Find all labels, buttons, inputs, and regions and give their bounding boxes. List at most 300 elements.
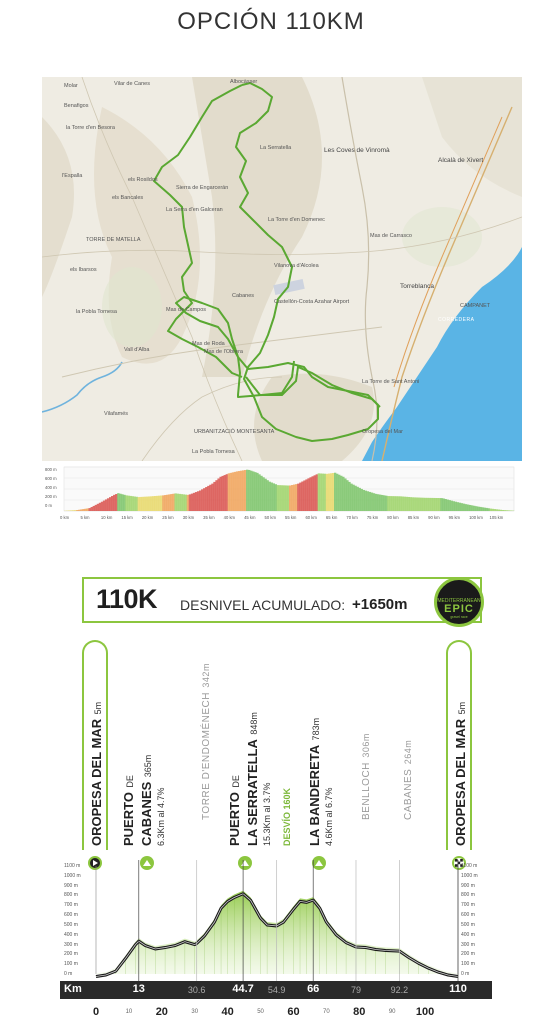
mini-x-tick: 70 km — [346, 515, 358, 520]
mini-profile-bar — [430, 498, 432, 511]
distance-label: 110K — [96, 584, 158, 614]
mini-profile-bar — [502, 510, 504, 511]
x-tick-minor: 70 — [323, 1009, 330, 1015]
mini-profile-bar — [283, 485, 285, 511]
y-tick-label: 600 m — [64, 912, 78, 919]
mini-profile-bar — [461, 503, 463, 511]
mini-profile-bar — [451, 501, 453, 511]
mini-profile-bar — [504, 510, 506, 511]
mini-profile-bar — [134, 496, 136, 511]
mini-profile-bar — [391, 496, 393, 511]
map-place: La Torre d'en Domenec — [268, 217, 325, 223]
mini-profile-bar — [256, 473, 258, 511]
mini-profile-bar — [269, 482, 271, 511]
mini-profile-bar — [172, 494, 174, 511]
x-tick-major: 80 — [353, 1006, 366, 1018]
mini-profile-bar — [162, 495, 164, 511]
mini-profile-bar — [408, 497, 410, 511]
x-tick-major: 100 — [415, 1006, 435, 1018]
mini-profile-bar — [138, 497, 140, 511]
logo-main-text: EPIC — [444, 603, 474, 615]
mini-profile-bar — [262, 477, 264, 511]
mini-profile-bar — [287, 486, 289, 511]
logo-top-text: MEDITERRANEAN — [437, 598, 481, 604]
km-marker-value: 30.6 — [187, 985, 206, 995]
map-place: Mas de l'Obrera — [204, 349, 243, 355]
mini-profile-bar — [334, 473, 336, 511]
mini-profile-bar — [361, 489, 363, 511]
mini-profile-bar — [254, 472, 256, 511]
km-marker-value: 13 — [132, 983, 145, 995]
map-place: Sierra de Engarcerán — [176, 185, 229, 191]
y-tick-label: 700 m — [64, 902, 78, 909]
mini-profile-bar — [230, 473, 232, 511]
mini-profile-bar — [412, 497, 414, 511]
mini-profile-bar — [154, 496, 156, 511]
waypoint-bandereta: LA BANDERETA 783m 4.6Km al 6.7% — [307, 717, 334, 846]
mini-profile-bar — [475, 506, 477, 511]
mini-elevation-profile — [42, 463, 522, 523]
mini-profile-bar — [336, 474, 338, 511]
y-tick-label: 600 m — [461, 912, 475, 919]
waypoint-desvio: DESVÍO 160K — [282, 787, 292, 846]
mini-profile-bar — [275, 484, 277, 511]
mini-profile-bar — [324, 474, 326, 511]
mini-profile-bar — [228, 473, 230, 511]
y-tick-label: 400 m — [461, 931, 475, 938]
mini-profile-bar — [250, 471, 252, 511]
mini-profile-bar — [215, 480, 217, 511]
mini-profile-bar — [260, 476, 262, 511]
mini-x-tick: 50 km — [264, 515, 276, 520]
mini-profile-bar — [91, 507, 93, 511]
mini-y-tick: 600 m — [45, 476, 57, 481]
mini-profile-bar — [191, 494, 193, 511]
mini-profile-bar — [107, 498, 109, 511]
mini-profile-bar — [418, 498, 420, 511]
mini-profile-bar — [426, 498, 428, 511]
mini-profile-bar — [177, 494, 179, 511]
mini-profile-bar — [105, 499, 107, 511]
desnivel-label: DESNIVEL ACUMULADO: — [180, 597, 346, 613]
mini-profile-bar — [179, 494, 181, 511]
map-place: CAMPANET — [460, 303, 491, 309]
x-tick-minor: 50 — [257, 1009, 264, 1015]
mini-profile-bar — [469, 505, 471, 511]
mini-profile-bar — [332, 473, 334, 511]
waypoint-benlloch: BENLLOCH 306m — [361, 733, 372, 820]
mini-y-tick: 400 m — [45, 485, 57, 490]
mini-profile-bar — [326, 474, 328, 511]
mini-profile-bar — [132, 496, 134, 511]
mini-profile-bar — [389, 496, 391, 511]
mini-profile-bar — [371, 493, 373, 511]
mini-x-tick: 20 km — [141, 515, 154, 520]
mini-profile-bar — [84, 509, 86, 511]
y-tick-label: 100 m — [64, 961, 78, 968]
map-place: l'Espalla — [62, 173, 83, 179]
mini-profile-bar — [293, 485, 295, 511]
page-title: OPCIÓN 110KM — [177, 8, 365, 35]
map-place: La Serra d'en Galceran — [166, 207, 223, 213]
mini-profile-bar — [483, 508, 485, 511]
mini-profile-bar — [205, 487, 207, 511]
waypoint-puerto-serratella: PUERTO DE LA SERRATELLA 848m 15.3Km al 3.7% — [227, 712, 272, 846]
mini-x-tick: 60 km — [305, 515, 317, 520]
mini-profile-bar — [463, 504, 465, 511]
y-tick-label: 300 m — [64, 941, 78, 948]
y-tick-label: 500 m — [461, 921, 475, 928]
mini-profile-bar — [385, 496, 387, 511]
mini-profile-bar — [494, 509, 496, 511]
mini-profile-bar — [236, 471, 238, 511]
mini-y-tick: 0 m — [45, 503, 52, 508]
elevation-profile — [60, 860, 492, 982]
mini-profile-bar — [434, 498, 436, 511]
mini-profile-bar — [465, 504, 467, 511]
mini-profile-bar — [357, 487, 359, 511]
mini-profile-bar — [309, 477, 311, 511]
mini-profile-bar — [144, 497, 146, 511]
mini-profile-bar — [457, 502, 459, 511]
event-logo — [434, 577, 484, 627]
map-place: Mas de Roda — [192, 341, 225, 347]
mini-profile-bar — [115, 494, 117, 511]
map-place: La Torre de Sant Antoni — [362, 379, 420, 385]
map-place: Vilar de Canes — [114, 81, 150, 87]
y-tick-label: 200 m — [461, 951, 475, 958]
y-tick-label: 100 m — [461, 961, 475, 968]
map-place: Cabanes — [232, 293, 255, 299]
mini-profile-bar — [303, 480, 305, 511]
mini-profile-bar — [307, 478, 309, 511]
mini-profile-bar — [369, 492, 371, 511]
mini-profile-bar — [213, 482, 215, 511]
mini-profile-bar — [203, 488, 205, 511]
x-tick-minor: 30 — [191, 1009, 199, 1015]
y-tick-label: 900 m — [64, 882, 78, 889]
mini-profile-bar — [89, 508, 91, 511]
mini-profile-bar — [273, 483, 275, 511]
mini-profile-bar — [363, 490, 365, 511]
mini-profile-bar — [416, 497, 418, 511]
mini-profile-bar — [477, 507, 479, 511]
mini-profile-bar — [222, 476, 224, 511]
mini-profile-bar — [381, 495, 383, 511]
mini-profile-bar — [193, 493, 195, 511]
mini-profile-bar — [373, 493, 375, 511]
mini-profile-bar — [187, 495, 189, 511]
mini-profile-bar — [432, 498, 434, 511]
mini-profile-bar — [299, 483, 301, 511]
mini-profile-bar — [410, 497, 412, 511]
waypoint-finish: OROPESA DEL MAR 5m — [453, 701, 468, 846]
mini-profile-bar — [209, 485, 211, 511]
mini-profile-bar — [219, 477, 221, 511]
mini-profile-bar — [375, 494, 377, 511]
mini-profile-bar — [365, 491, 367, 511]
map-place: la Pobla Tornesa — [76, 309, 117, 315]
mini-x-tick: 45 km — [244, 515, 256, 520]
mini-profile-bar — [281, 485, 283, 511]
mini-profile-bar — [414, 497, 416, 511]
y-tick-label: 200 m — [64, 951, 78, 958]
mini-profile-bar — [166, 495, 168, 511]
map-place: els Bancales — [112, 195, 144, 201]
mini-profile-bar — [264, 479, 266, 511]
mini-profile-bar — [87, 508, 89, 511]
mini-profile-bar — [354, 486, 356, 511]
map-place: Vall d'Alba — [124, 347, 150, 353]
mini-profile-bar — [506, 510, 508, 511]
mini-x-tick: 80 km — [387, 515, 399, 520]
mini-profile-bar — [348, 482, 350, 511]
y-tick-label: 0 m — [64, 971, 73, 977]
mini-profile-bar — [379, 495, 381, 511]
mini-profile-bar — [78, 510, 80, 511]
mini-profile-bar — [352, 485, 354, 511]
map-place: els Rosildos — [128, 177, 158, 183]
km-marker-value: 66 — [307, 983, 320, 995]
mini-profile-bar — [170, 494, 172, 511]
mini-x-tick: 25 km — [162, 515, 174, 520]
mini-x-tick: 75 km — [366, 515, 379, 520]
map-place: Albocàsser — [230, 79, 258, 85]
mini-profile-bar — [189, 494, 191, 511]
map-place: Alcalà de Xivert — [438, 157, 484, 164]
mini-profile-bar — [244, 470, 246, 511]
map-place: Vilafamés — [104, 411, 129, 417]
mini-profile-bar — [338, 475, 340, 511]
mini-y-tick: 800 m — [45, 467, 57, 472]
mini-x-tick: 0 km — [60, 515, 70, 520]
mini-profile-bar — [201, 489, 203, 511]
mini-profile-bar — [367, 491, 369, 511]
mini-profile-bar — [183, 494, 185, 511]
waypoint-torre-endomenech: TORRE D'ENDOMÉNECH 342m — [201, 663, 212, 820]
mini-profile-bar — [95, 505, 97, 511]
mini-profile-bar — [455, 502, 457, 511]
mini-profile-bar — [442, 498, 444, 511]
mini-x-tick: 90 km — [428, 515, 440, 520]
mini-profile-bar — [404, 497, 406, 511]
km-marker-value: 110 — [449, 983, 467, 995]
mini-profile-bar — [485, 508, 487, 511]
mini-profile-bar — [489, 509, 491, 511]
mini-profile-bar — [142, 497, 144, 511]
mini-profile-bar — [152, 496, 154, 511]
mini-profile-bar — [109, 497, 111, 511]
x-tick-major: 40 — [221, 1006, 234, 1018]
mini-profile-bar — [277, 485, 279, 511]
mini-x-tick: 35 km — [203, 515, 215, 520]
y-tick-label: 900 m — [461, 882, 475, 889]
mini-profile-bar — [121, 494, 123, 511]
mini-profile-bar — [444, 499, 446, 511]
mini-profile-bar — [377, 494, 379, 511]
mini-profile-bar — [97, 504, 99, 511]
map-place: Vilanova d'Alcolea — [274, 263, 319, 269]
mini-profile-bar — [316, 474, 318, 511]
map-place: Les Coves de Vinromà — [324, 147, 390, 154]
mini-profile-bar — [344, 478, 346, 511]
mini-profile-bar — [129, 496, 131, 511]
mini-profile-bar — [387, 496, 389, 511]
mini-profile-bar — [438, 498, 440, 511]
mini-profile-bar — [226, 474, 228, 511]
mini-profile-bar — [70, 510, 72, 511]
mini-profile-bar — [82, 509, 84, 511]
mini-profile-bar — [232, 472, 234, 511]
mini-profile-bar — [402, 496, 404, 511]
desnivel-value: +1650m — [352, 596, 408, 613]
mini-profile-bar — [234, 472, 236, 511]
mini-profile-bar — [140, 497, 142, 511]
mini-profile-bar — [328, 474, 330, 511]
mini-profile-bar — [487, 508, 489, 511]
mini-profile-bar — [318, 473, 320, 511]
mini-profile-bar — [160, 496, 162, 511]
mini-profile-bar — [340, 476, 342, 511]
mini-profile-bar — [271, 483, 273, 511]
y-tick-label: 300 m — [461, 941, 475, 948]
mini-x-tick: 15 km — [121, 515, 133, 520]
mini-profile-bar — [195, 492, 197, 511]
mini-profile-bar — [453, 501, 455, 511]
mini-profile-bar — [267, 480, 269, 511]
mini-profile-bar — [420, 498, 422, 511]
mini-profile-bar — [279, 485, 281, 511]
mini-profile-bar — [242, 470, 244, 511]
x-tick-minor: 90 — [388, 1009, 396, 1015]
mini-x-tick: 10 km — [100, 515, 113, 520]
mini-profile-bar — [428, 498, 430, 511]
mini-profile-bar — [291, 485, 293, 511]
map-place: Torreblanca — [400, 283, 434, 290]
map-place: els Ibarsos — [70, 267, 97, 273]
mini-profile-bar — [117, 493, 119, 511]
route-map[interactable] — [42, 77, 522, 461]
map-place: La Serratella — [260, 145, 292, 151]
map-place: la Torre d'en Besora — [66, 125, 115, 131]
mini-profile-bar — [305, 479, 307, 511]
mini-profile-bar — [197, 491, 199, 511]
mini-profile-bar — [481, 507, 483, 511]
mini-profile-bar — [473, 506, 475, 511]
km-marker-value: 54.9 — [267, 985, 286, 995]
map-place: CORREDERA — [438, 317, 475, 323]
y-tick-label: 1100 m — [64, 863, 81, 869]
waypoint-start: OROPESA DEL MAR 5m — [89, 701, 104, 846]
map-place: Castellón-Costa Azahar Airport — [274, 299, 350, 305]
mini-profile-bar — [492, 509, 494, 511]
mini-x-tick: 85 km — [407, 515, 420, 520]
y-tick-label: 500 m — [64, 921, 78, 928]
map-place: Mas de Campos — [166, 307, 207, 313]
km-marker-value: 44.7 — [232, 983, 254, 995]
mini-profile-bar — [174, 493, 176, 511]
mini-profile-bar — [330, 473, 332, 511]
mini-x-tick: 5 km — [80, 515, 90, 520]
logo-bottom-text: gravel race — [450, 615, 468, 619]
map-place: Benafigos — [64, 103, 89, 109]
mini-profile-bar — [125, 495, 127, 511]
mini-profile-bar — [158, 496, 160, 511]
mini-profile-bar — [74, 510, 76, 511]
map-place: TORRE DE MATELLA — [86, 237, 141, 243]
map-canvas — [42, 77, 522, 461]
mini-profile-bar — [320, 473, 322, 511]
mini-profile-bar — [148, 496, 150, 511]
mini-profile-bar — [80, 509, 82, 511]
mini-profile-bar — [238, 471, 240, 511]
mini-profile-bar — [136, 497, 138, 511]
mini-x-tick: 100 km — [469, 515, 483, 520]
mini-profile-bar — [185, 495, 187, 511]
waypoint-puerto-cabanes: PUERTO DE CABANES 365m 6.3Km al 4.7% — [121, 754, 166, 846]
mini-profile-bar — [199, 490, 201, 511]
map-place: La Pobla Tornesa — [192, 449, 235, 455]
mini-profile-bar — [424, 498, 426, 511]
mini-profile-bar — [440, 498, 442, 511]
mini-profile-bar — [252, 471, 254, 511]
y-tick-label: 400 m — [64, 931, 78, 938]
mini-y-tick: 200 m — [45, 494, 57, 499]
mini-profile-bar — [258, 474, 260, 511]
y-tick-label: 700 m — [461, 902, 475, 909]
mini-profile-bar — [164, 495, 166, 511]
mini-x-tick: 65 km — [325, 515, 338, 520]
y-tick-label: 1100 m — [461, 863, 478, 869]
y-tick-label: 800 m — [64, 892, 78, 899]
km-label: Km — [64, 983, 82, 995]
x-tick-major: 60 — [287, 1006, 300, 1018]
mini-profile-bar — [498, 510, 500, 511]
y-tick-label: 1000 m — [461, 872, 478, 879]
mini-profile-bar — [72, 510, 74, 511]
mini-profile-bar — [119, 494, 121, 511]
mini-profile-bar — [181, 494, 183, 511]
mini-profile-bar — [248, 470, 250, 511]
mini-profile-bar — [406, 497, 408, 511]
map-place: Mas de Carrasco — [370, 233, 412, 239]
mini-profile-bar — [127, 496, 129, 511]
mini-profile-bar — [467, 505, 469, 511]
mini-profile-bar — [285, 485, 287, 511]
mini-profile-bar — [301, 482, 303, 511]
mini-profile-bar — [479, 507, 481, 511]
mini-profile-bar — [422, 498, 424, 511]
mini-profile-bar — [314, 475, 316, 511]
mini-x-tick: 105 km — [489, 515, 504, 520]
waypoint-cabanes: CABANES 264m — [403, 739, 414, 820]
mini-profile-bar — [111, 496, 113, 511]
mini-profile-bar — [393, 496, 395, 511]
mini-x-tick: 55 km — [285, 515, 297, 520]
mini-profile-bar — [150, 496, 152, 511]
mini-profile-bar — [350, 484, 352, 511]
mini-profile-bar — [397, 496, 399, 511]
mini-profile-bar — [500, 510, 502, 511]
mini-profile-bar — [76, 510, 78, 511]
mini-profile-bar — [496, 509, 498, 511]
y-tick-label: 0 m — [461, 971, 470, 977]
mini-profile-bar — [289, 485, 291, 511]
mini-profile-bar — [207, 486, 209, 511]
mini-profile-bar — [322, 474, 324, 511]
mini-profile-bar — [101, 502, 103, 511]
y-tick-label: 800 m — [461, 892, 475, 899]
